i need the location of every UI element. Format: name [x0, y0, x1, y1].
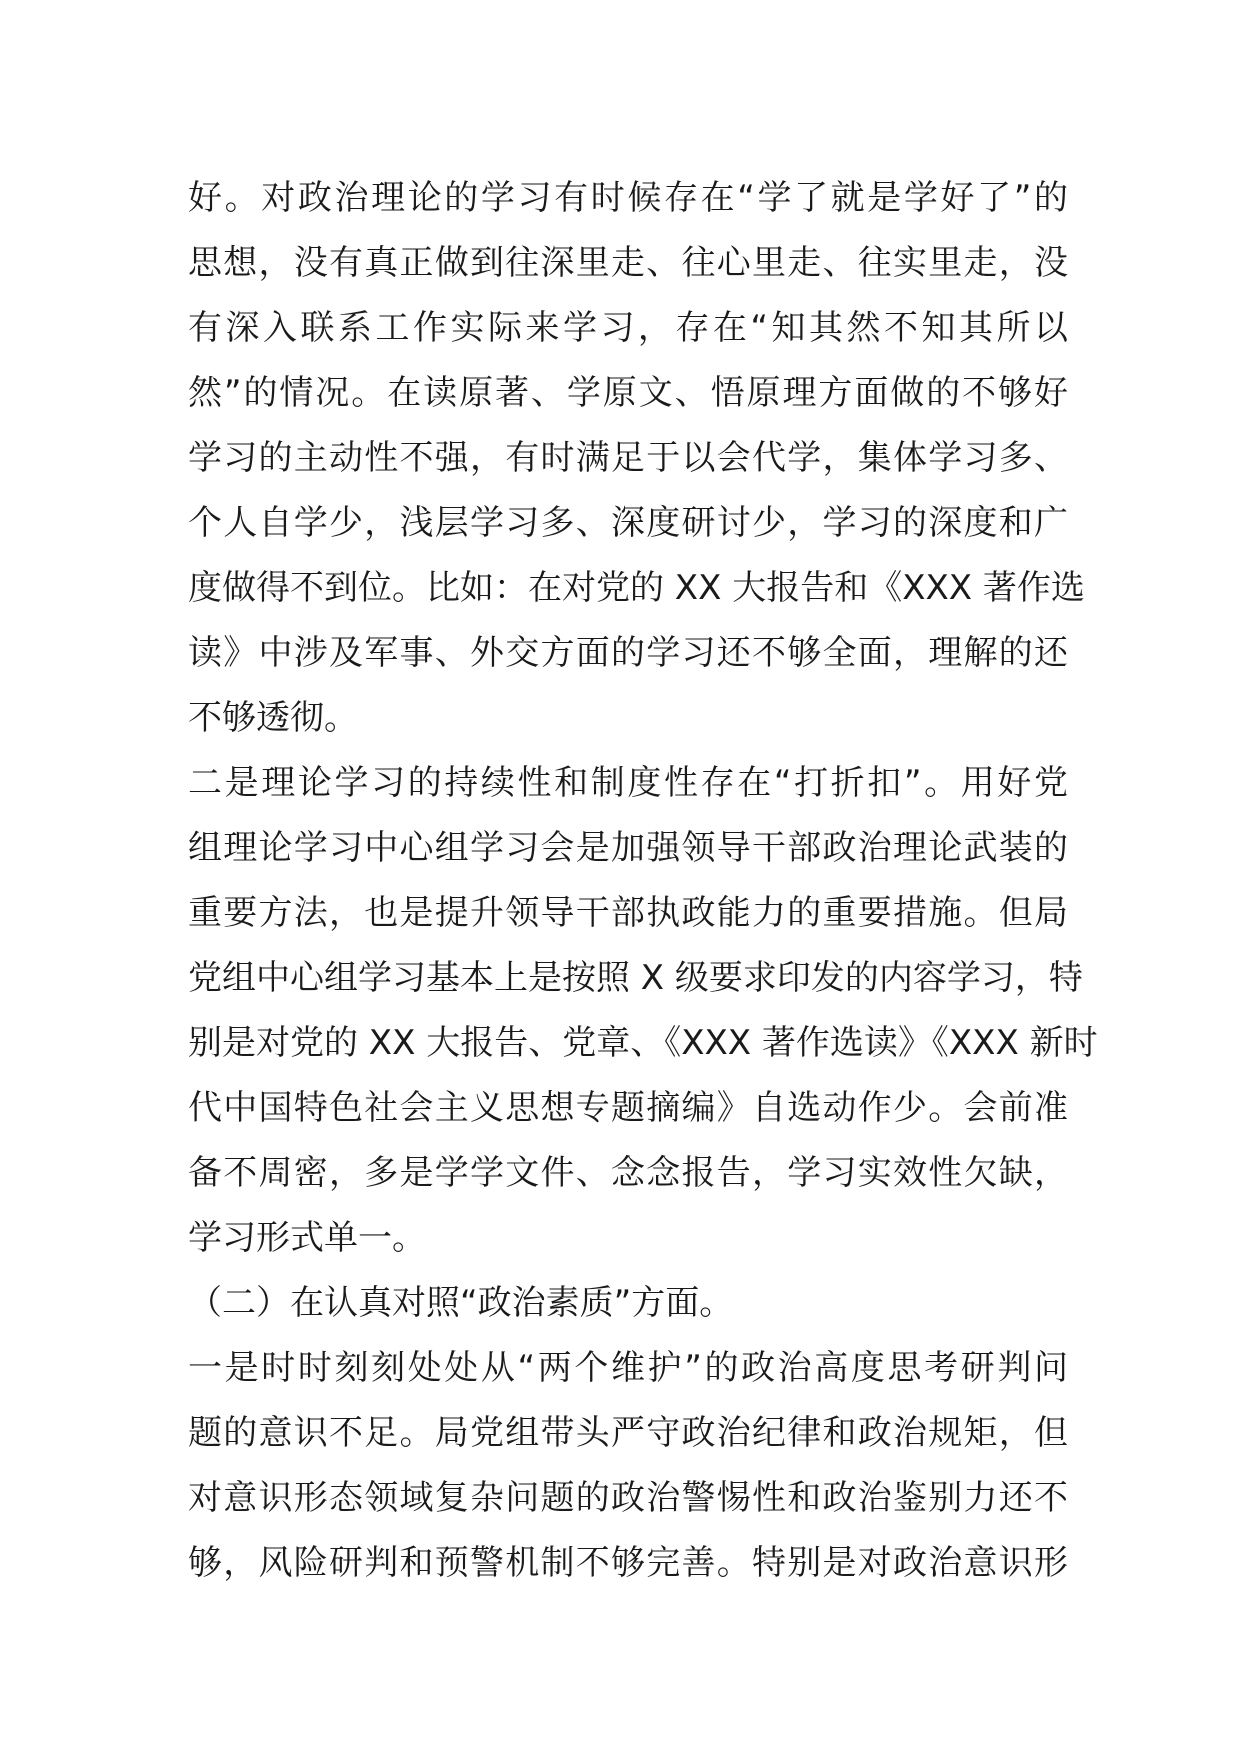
text-line: 学习的主动性不强，有时满足于以会代学，集体学习多、: [188, 438, 1068, 478]
text-line: 学习形式单一。: [188, 1218, 426, 1258]
text-line: 重要方法，也是提升领导干部执政能力的重要措施。但局: [188, 893, 1068, 933]
text-line: 不够透彻。: [188, 698, 358, 738]
text-line: 代中国特色社会主义思想专题摘编》自选动作少。会前准: [188, 1088, 1068, 1128]
text-line: 对意识形态领域复杂问题的政治警惕性和政治鉴别力还不: [188, 1478, 1068, 1518]
document-body-text: [188, 166, 1098, 1596]
text-line: 读》中涉及军事、外交方面的学习还不够全面，理解的还: [188, 633, 1068, 673]
text-line: 好。对政治理论的学习有时候存在“学了就是学好了”的: [188, 178, 1068, 218]
text-line: 有深入联系工作实际来学习，存在“知其然不知其所以: [188, 308, 1068, 348]
text-line: 个人自学少，浅层学习多、深度研讨少，学习的深度和广: [188, 503, 1068, 543]
text-line: 然”的情况。在读原著、学原文、悟原理方面做的不够好: [188, 373, 1068, 413]
text-line: 够，风险研判和预警机制不够完善。特别是对政治意识形: [188, 1543, 1068, 1583]
text-line: 二是理论学习的持续性和制度性存在“打折扣”。用好党: [188, 763, 1068, 803]
text-line: 题的意识不足。局党组带头严守政治纪律和政治规矩，但: [188, 1413, 1068, 1453]
text-line: （二）在认真对照“政治素质”方面。: [188, 1283, 734, 1323]
text-line: 备不周密，多是学学文件、念念报告，学习实效性欠缺，: [188, 1153, 1068, 1193]
text-line: 别是对党的 XX 大报告、党章、《XXX 著作选读》《XXX 新时: [188, 1023, 1098, 1063]
text-line: 一是时时刻刻处处从“两个维护”的政治高度思考研判问: [188, 1348, 1068, 1388]
text-line: 度做得不到位。比如：在对党的 XX 大报告和《XXX 著作选: [188, 568, 1085, 608]
text-line: 思想，没有真正做到往深里走、往心里走、往实里走，没: [188, 243, 1068, 283]
text-line: 党组中心组学习基本上是按照 X 级要求印发的内容学习，特: [188, 958, 1083, 998]
text-line: 组理论学习中心组学习会是加强领导干部政治理论武装的: [188, 828, 1068, 868]
